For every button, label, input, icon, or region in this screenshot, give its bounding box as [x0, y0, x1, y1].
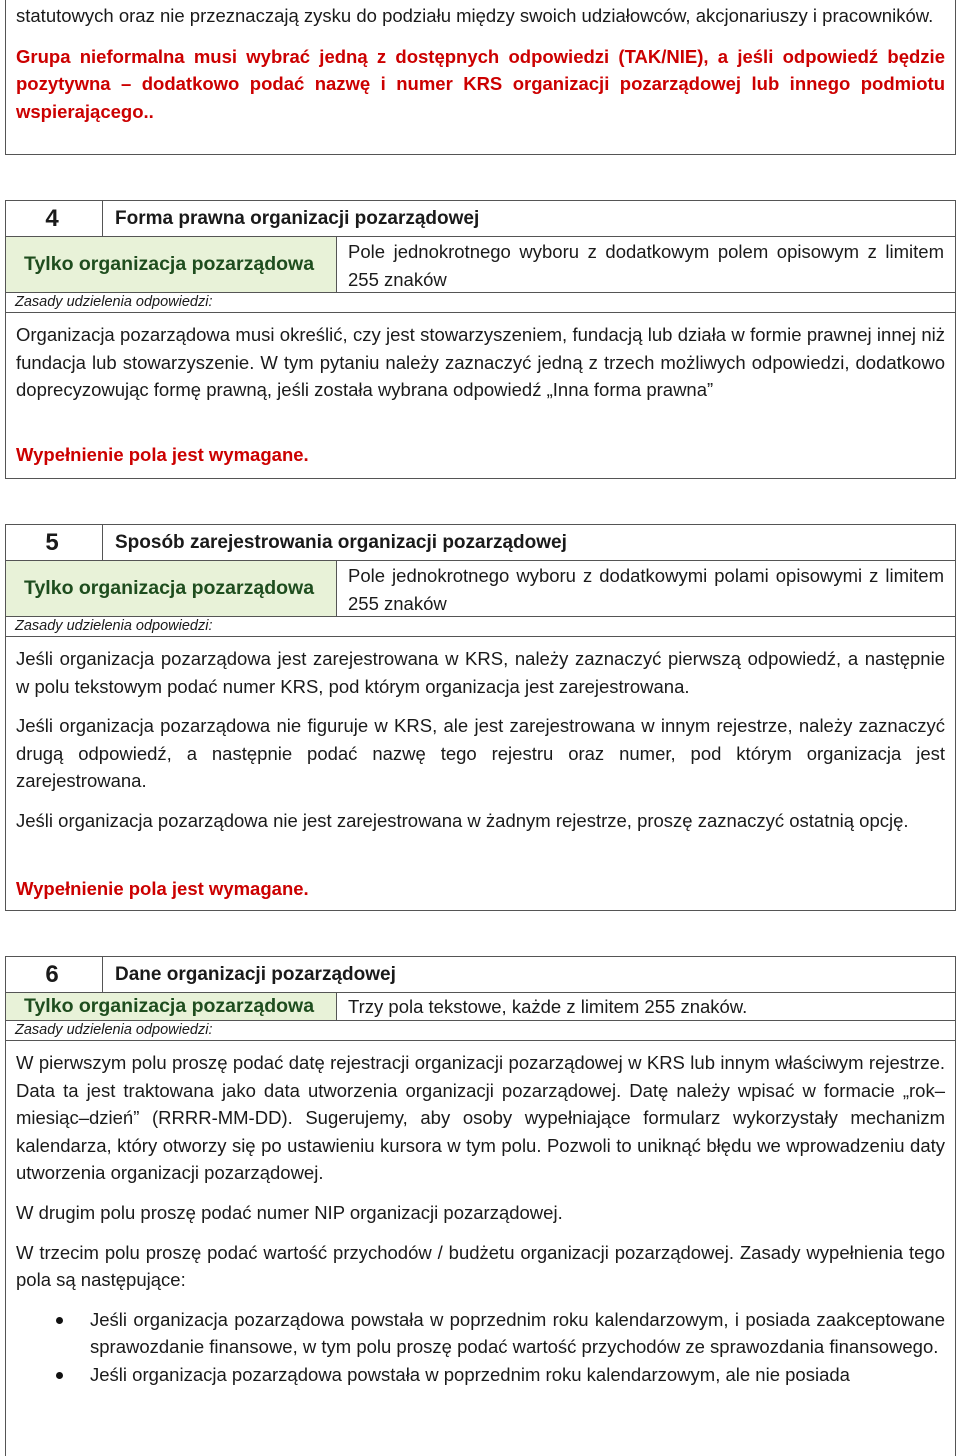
- field-type: Pole jednokrotnego wyboru z dodatkowymi polami opisowymi z limitem 255 znaków: [348, 565, 944, 614]
- scope-label: Tylko organizacja pozarządowa: [6, 561, 337, 616]
- section-title: Dane organizacji pozarządowej: [115, 963, 396, 985]
- rules-paragraph: Jeśli organizacja pozarządowa nie jest zarejestrowana w żadnym rejestrze, proszę zaznaczyć ostatnią opcję.: [16, 809, 909, 831]
- rules-body: [6, 313, 955, 439]
- group-note: Grupa nieformalna musi wybrać jedną z dostępnych odpowiedzi (TAK/NIE), a jeśli odpowiedź będzie pozytywna – dodatkowo podać nazwę i numer KRS organizacji pozarządowej lub innego podmiotu wspierającego..: [16, 45, 945, 122]
- rules-paragraph: Jeśli organizacja pozarządowa jest zarejestrowana w KRS, należy zaznaczyć pierwszą odpowiedź, a następnie w polu tekstowym podać numer KRS, pod którym organizacja jest zarejestrowana.: [16, 648, 945, 697]
- rules-paragraph: Jeśli organizacja pozarządowa nie figuruje w KRS, ale jest zarejestrowana w innym rejestrze, należy zaznaczyć drugą odpowiedź, a następnie podać nazwę tego rejestru oraz numer, pod którym organizacja jest zarejestrowana.: [16, 715, 945, 792]
- required-note: [6, 439, 955, 467]
- bullet-icon: [56, 1372, 63, 1379]
- bullet-icon: [56, 1317, 63, 1324]
- required-note: [6, 873, 955, 901]
- section-title: Sposób zarejestrowania organizacji pozarządowej: [115, 531, 567, 553]
- rules-paragraph: Organizacja pozarządowa musi określić, czy jest stowarzyszeniem, fundacją lub działa w formie prawnej innej niż fundacja lub stowarzyszenie. W tym pytaniu należy zaznaczyć jedną z trzech możliwych odpowiedzi, dodatkowo doprecyzowując formę prawną, jeśli została wybrana odpowiedź „Inna forma prawna”: [16, 324, 945, 401]
- rules-paragraph: W pierwszym polu proszę podać datę rejestracji organizacji pozarządowej w KRS lub innym właściwym rejestrze. Data ta jest traktowana jako data utworzenia organizacji pozarządowej. Datę należy wpisać w formacie „rok–miesiąc–dzień” (RRRR-MM-DD). Sugerujemy, aby osoby wypełniające formularz wykorzystały mechanizm kalendarza, który otworzy się po ustawieniu kursora w tym polu. Pozwoli to uniknąć błędu we wprowadzeniu daty utworzenia organizacji pozarządowej.: [16, 1052, 945, 1184]
- field-info-row: [6, 993, 955, 1021]
- section-header: [6, 525, 955, 561]
- bullet-list: [16, 1306, 945, 1389]
- list-item: [16, 1361, 945, 1389]
- rules-label: Zasady udzielenia odpowiedzi:: [6, 1021, 955, 1041]
- rules-paragraph: W trzecim polu proszę podać wartość przychodów / budżetu organizacji pozarządowej. Zasady wypełnienia tego pola są następujące:: [16, 1241, 945, 1291]
- continuation-text: statutowych oraz nie przeznaczają zysku do podziału między swoich udziałowców, akcjonariuszy i pracowników.: [16, 5, 934, 26]
- rules-body: [6, 637, 955, 873]
- section-header: [6, 957, 955, 993]
- field-type: Pole jednokrotnego wyboru z dodatkowym polem opisowym z limitem 255 znaków: [348, 241, 944, 290]
- bullet-text: Jeśli organizacja pozarządowa powstała w poprzednim roku kalendarzowym, ale nie posiada: [90, 1363, 850, 1385]
- section-header: [6, 201, 955, 237]
- section-4: [5, 200, 956, 479]
- required-text: Wypełnienie pola jest wymagane.: [16, 878, 309, 899]
- required-text: Wypełnienie pola jest wymagane.: [16, 444, 309, 465]
- scope-label: Tylko organizacja pozarządowa: [6, 237, 337, 292]
- rules-label: Zasady udzielenia odpowiedzi:: [6, 617, 955, 637]
- bullet-text: Jeśli organizacja pozarządowa powstała w poprzednim roku kalendarzowym, i posiada zaakceptowane sprawozdanie finansowe, w tym polu proszę podać wartość przychodów ze sprawozdania finansowego.: [90, 1308, 945, 1358]
- scope-label: Tylko organizacja pozarządowa: [6, 993, 337, 1020]
- section-5: [5, 524, 956, 911]
- rules-label: Zasady udzielenia odpowiedzi:: [6, 293, 955, 313]
- list-item: [16, 1306, 945, 1361]
- section-number: 4: [6, 201, 103, 236]
- field-info-row: [6, 237, 955, 293]
- rules-paragraph: W drugim polu proszę podać numer NIP organizacji pozarządowej.: [16, 1201, 563, 1223]
- rules-body: [6, 1041, 955, 1395]
- field-info-row: [6, 561, 955, 617]
- previous-section-tail: [5, 0, 956, 155]
- field-type: Trzy pola tekstowe, każde z limitem 255 znaków.: [348, 996, 748, 1017]
- section-6: [5, 956, 956, 1456]
- section-number: 6: [6, 957, 103, 992]
- section-number: 5: [6, 525, 103, 560]
- section-title: Forma prawna organizacji pozarządowej: [115, 207, 480, 229]
